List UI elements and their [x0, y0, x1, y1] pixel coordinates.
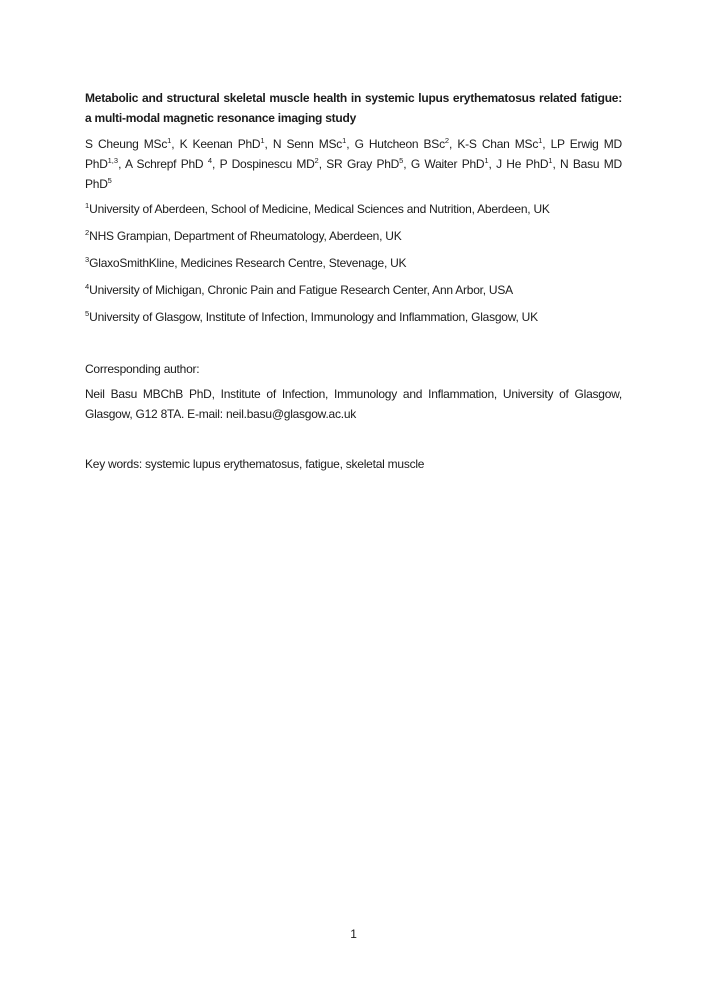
author-name: G Hutcheon BSc	[354, 137, 445, 151]
author-separator: ,	[118, 157, 125, 171]
author-affiliation-superscript: 4	[207, 156, 212, 165]
author-name: N Basu MD PhD	[85, 157, 622, 191]
author-affiliation-superscript: 5	[107, 176, 112, 185]
author-name: S Cheung MSc	[85, 137, 168, 151]
author-affiliation-superscript: 1,3	[107, 156, 119, 165]
author-separator: ,	[346, 137, 355, 151]
author-affiliation-superscript: 1	[484, 156, 489, 165]
author-separator: ,	[449, 137, 458, 151]
author-separator: ,	[264, 137, 273, 151]
author-affiliation-superscript: 5	[399, 156, 404, 165]
affiliation-line	[85, 307, 622, 327]
corresponding-author-label: Corresponding author:	[85, 362, 200, 376]
corresponding-author-details	[85, 384, 622, 424]
author-affiliation-superscript: 1	[342, 136, 347, 145]
author-separator: ,	[542, 137, 551, 151]
affiliation-text: University of Michigan, Chronic Pain and Fatigue Research Center, Ann Arbor, USA	[89, 283, 513, 297]
author-affiliation-superscript: 1	[167, 136, 172, 145]
affiliation-number-superscript: 4	[85, 282, 90, 291]
author-name: SR Gray PhD	[326, 157, 400, 171]
affiliation-number-superscript: 5	[85, 309, 90, 318]
author-separator: ,	[488, 157, 497, 171]
author-name: K-S Chan MSc	[457, 137, 539, 151]
author-name: A Schrepf PhD	[124, 157, 208, 171]
author-separator: ,	[171, 137, 180, 151]
author-name: N Senn MSc	[272, 137, 343, 151]
author-affiliation-superscript: 1	[260, 136, 265, 145]
author-name: LP Erwig MD PhD	[85, 137, 622, 171]
affiliation-line	[85, 199, 622, 219]
paper-title: Metabolic and structural skeletal muscle health in systemic lupus erythematosus related fatigue: a multi-modal magnetic resonance imaging study	[85, 91, 622, 125]
author-affiliation-superscript: 2	[314, 156, 319, 165]
author-list	[85, 134, 622, 194]
page-number: 1	[350, 927, 357, 941]
email-text: neil.basu@glasgow.ac.uk	[225, 407, 357, 421]
affiliation-text: University of Glasgow, Institute of Infection, Immunology and Inflammation, Glasgow, UK	[89, 310, 538, 324]
affiliation-number-superscript: 3	[85, 255, 90, 264]
affiliation-text: GlaxoSmithKline, Medicines Research Centre, Stevenage, UK	[89, 256, 407, 270]
author-separator: ,	[552, 157, 561, 171]
corresponding-author-text: Neil Basu MBChB PhD, Institute of Infection, Immunology and Inflammation, University of Glasgow, Glasgow, G12 8TA. E-mail:	[85, 387, 622, 421]
affiliation-line	[85, 280, 622, 300]
author-affiliation-superscript: 2	[444, 136, 450, 145]
affiliation-number-superscript: 1	[85, 201, 90, 210]
affiliation-text: NHS Grampian, Department of Rheumatology, Aberdeen, UK	[89, 229, 402, 243]
author-affiliation-superscript: 1	[538, 136, 543, 145]
affiliation-text: University of Aberdeen, School of Medicine, Medical Sciences and Nutrition, Aberdeen, UK	[89, 202, 550, 216]
author-name: G Waiter PhD	[410, 157, 485, 171]
author-separator: ,	[211, 157, 220, 171]
author-affiliation-superscript: 1	[548, 156, 553, 165]
affiliation-number-superscript: 2	[85, 228, 90, 237]
affiliation-line	[85, 253, 622, 273]
author-name: J He PhD	[496, 157, 549, 171]
author-name: K Keenan PhD	[179, 137, 261, 151]
affiliation-line	[85, 226, 622, 246]
author-separator: ,	[403, 157, 411, 171]
author-name: P Dospinescu MD	[219, 157, 315, 171]
keywords-line: Key words: systemic lupus erythematosus, fatigue, skeletal muscle	[85, 457, 425, 471]
author-separator: ,	[318, 157, 327, 171]
